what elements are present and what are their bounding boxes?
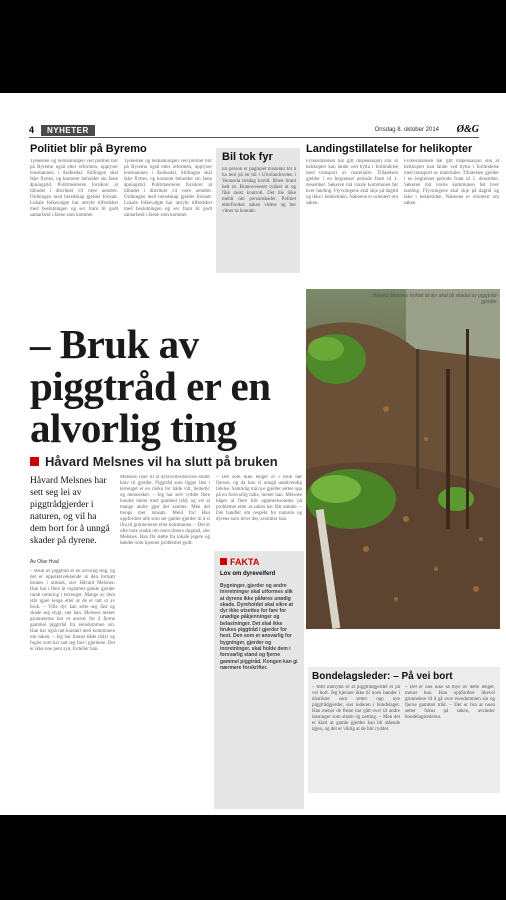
article-body-byremo-col2: Tjenesten og bemanningen ved politiet blir på Byremo også etter reformen, opplyser lensmannen i Audnedal. Stillingen skal ikke flyttes, og kontoret beholder sin faste åpningstid. Politimesteren forsikrer at tilbudet i distriktet vil være uendret. Ordningen med beredskap gjelder fortsatt. Lokale folkevalgte har uttrykt tilfredshet med beslutningen og ser fram til godt samarbeid i årene som kommer. — [124, 159, 212, 218]
newspaper-page — [0, 93, 506, 815]
article-body-col2: Melsnes viser til at dyrevelferdsloven stiller krav til gjerder. Piggtråd som ligger løst i terrenget er en risiko for både vilt, beitedyr og mennesker. – Jeg har selv ryddet flere hundre meter med gammel tråd, og vet at mange andre gjør det samme. Men det trengs mer innsats. Meld fra! Han oppfordrer alle som ser gamle gjerder til å si ifra til grunneieren eller kommunen. – Det er ofte bare snakk om noen timers dugnad, sier Melsnes. Han får støtte fra lokale jegere og bønder som kjenner problemet godt. — [120, 475, 210, 546]
page-number: 4 — [29, 125, 35, 135]
fakta-body: Bygninger, gjerder og andre innretninger skal utformes slik at dyrene ikke påføres unødig skade. Dyreholdet skal sikre at dyr ikke utsettes for fare for unødige påkjenninger og belastninger. Det skal ikke brukes piggtråd i gjerder for hest. Den som er ansvarlig for bygninger, gjerder og innretninger, skal holde dem i forsvarlig stand og fjerne gammel piggtråd. Kongen kan gi nærmere forskrifter. — [220, 583, 298, 671]
article-body-col1: – Bruk av piggtråd er en alvorlig ting, og det er oppsiktsvekkende at den fortsatt brukes i utmark, sier Håvard Melsnes. Han har i flere år registrert gamle gjerder rundt omkring i terrenget. Mange av dem står igjen lenge etter at de er tatt ut av bruk. – Ville dyr kan sette seg fast og skade seg stygt, sier han. Melsnes mener grunneierne har et ansvar for å fjerne gammel piggtråd fra eiendommen sin. Han har også tatt kontakt med kommunen om saken. – Jeg har funnet både rådyr og fugler som har satt seg fast i gjerdene. Det er ikke noe pent syn, forteller han. — [30, 569, 115, 652]
section-label: NYHETER — [41, 125, 95, 136]
photo-caption: Håvard Melsnes fryktet at dyr skal bli skadet av piggtråd-gjerder. — [372, 293, 498, 305]
fakta-title: Lov om dyrevelferd — [220, 571, 276, 577]
subheadline — [30, 454, 278, 469]
fakta-label-text: FAKTA — [230, 557, 260, 567]
article-body-byremo-col1: Tjenesten og bemanningen ved politiet blir på Byremo også etter reformen, opplyser lensmannen i Audnedal. Stillingen skal ikke flyttes, og kontoret beholder sin faste åpningstid. Politimesteren forsikrer at tilbudet i distriktet vil være uendret. Ordningen med beredskap gjelder fortsatt. Lokale folkevalgte har uttrykt tilfredshet med beslutningen og ser fram til godt samarbeid i årene som kommer. — [30, 159, 118, 218]
forest-photo — [306, 289, 500, 629]
main-headline: – Bruk av piggtråd er en alvorlig ting — [30, 321, 271, 451]
article-body-bil-tok-fyr: En person er pågrepet mistenkt for å ha tent på en bil i Ulvslandsveien i Vennesla tirsdag kveld. Bilen brant helt ut. Brannvesenet rykket ut og fikk raskt kontroll. Det ble ikke meldt om personskader. Politiet etterforsker saken videre og ber vitner ta kontakt. — [222, 167, 296, 214]
article-title-bondelaget: Bondelagsleder: – På vei bort — [312, 671, 453, 682]
article-title-landing: Landingstillatelse for helikopter — [306, 143, 473, 155]
subheadline-text: Håvard Melsnes vil ha slutt på bruken — [45, 454, 278, 469]
article-body-landing-col1: Fylkesmannen har gitt dispensasjon slik at helikopter kan lande ved hytta i forbindelse med transport av materialer. Tillatelsen gjelder i en begrenset periode fram til 1. desember. Søkeren må varsle kommunen før hver landing. Flyvningene skal skje på dagtid og ikke i hekketiden. Naboene er orientert om saken. — [306, 159, 398, 206]
red-square-bullet — [30, 457, 39, 466]
newspaper-logo: Ø&G — [456, 124, 479, 135]
running-header — [29, 125, 479, 138]
ingress: Håvard Melsnes har sett seg lei av piggtrådgjerder i naturen, og vil ha dem bort for å unngå skader på dyrene. — [30, 476, 110, 546]
article-title-bil-tok-fyr: Bil tok fyr — [222, 151, 273, 163]
article-body-bondelaget-col1: – Mitt inntrykk er at piggtrådgjerder er på vei bort. Jeg kjenner ikke til noen bønder i distriktet som setter opp nye piggtrådgjerder, sier lederen i bondelaget. Han mener de fleste har gått over til andre løsninger som strøm og netting. – Men det er klart at gamle gjerder kan bli stående igjen, og det er viktig at de blir ryddet. — [312, 685, 400, 732]
article-body-landing-col2: Fylkesmannen har gitt dispensasjon slik at helikopter kan lande ved hytta i forbindelse med transport av materialer. Tillatelsen gjelder i en begrenset periode fram til 1. desember. Søkeren må varsle kommunen før hver landing. Flyvningene skal skje på dagtid og ikke i hekketiden. Naboene er orientert om saken. — [404, 159, 499, 206]
fakta-label — [220, 557, 259, 567]
byline: Av Olav Hval — [30, 559, 59, 565]
article-title-byremo: Politiet blir på Byremo — [30, 143, 147, 155]
article-body-bondelaget-col2: – Det er nok ikke så mye av dette lenger, mener han. Han oppfordrer likevel grunneiere til å gå over eiendommen sin og fjerne gammel tråd. – Det er bra at noen setter fokus på saken, avslutter bondelagslederen. — [405, 685, 495, 720]
fakta-icon — [220, 558, 227, 565]
article-body-col3: – Det som ikke lenger er i bruk bør fjernes, og da kan vi unngå unødvendig lidelse. Samtidig må nye gjerder settes opp på en forsvarlig måte, mener han. Melsnes håper at flere blir oppmerksomme på problemet etter at saken har fått omtale. – Det handler om respekt for naturen og dyrene som lever der, avslutter han. — [216, 475, 302, 522]
issue-date: Onsdag 8. oktober 2014 — [374, 127, 439, 133]
